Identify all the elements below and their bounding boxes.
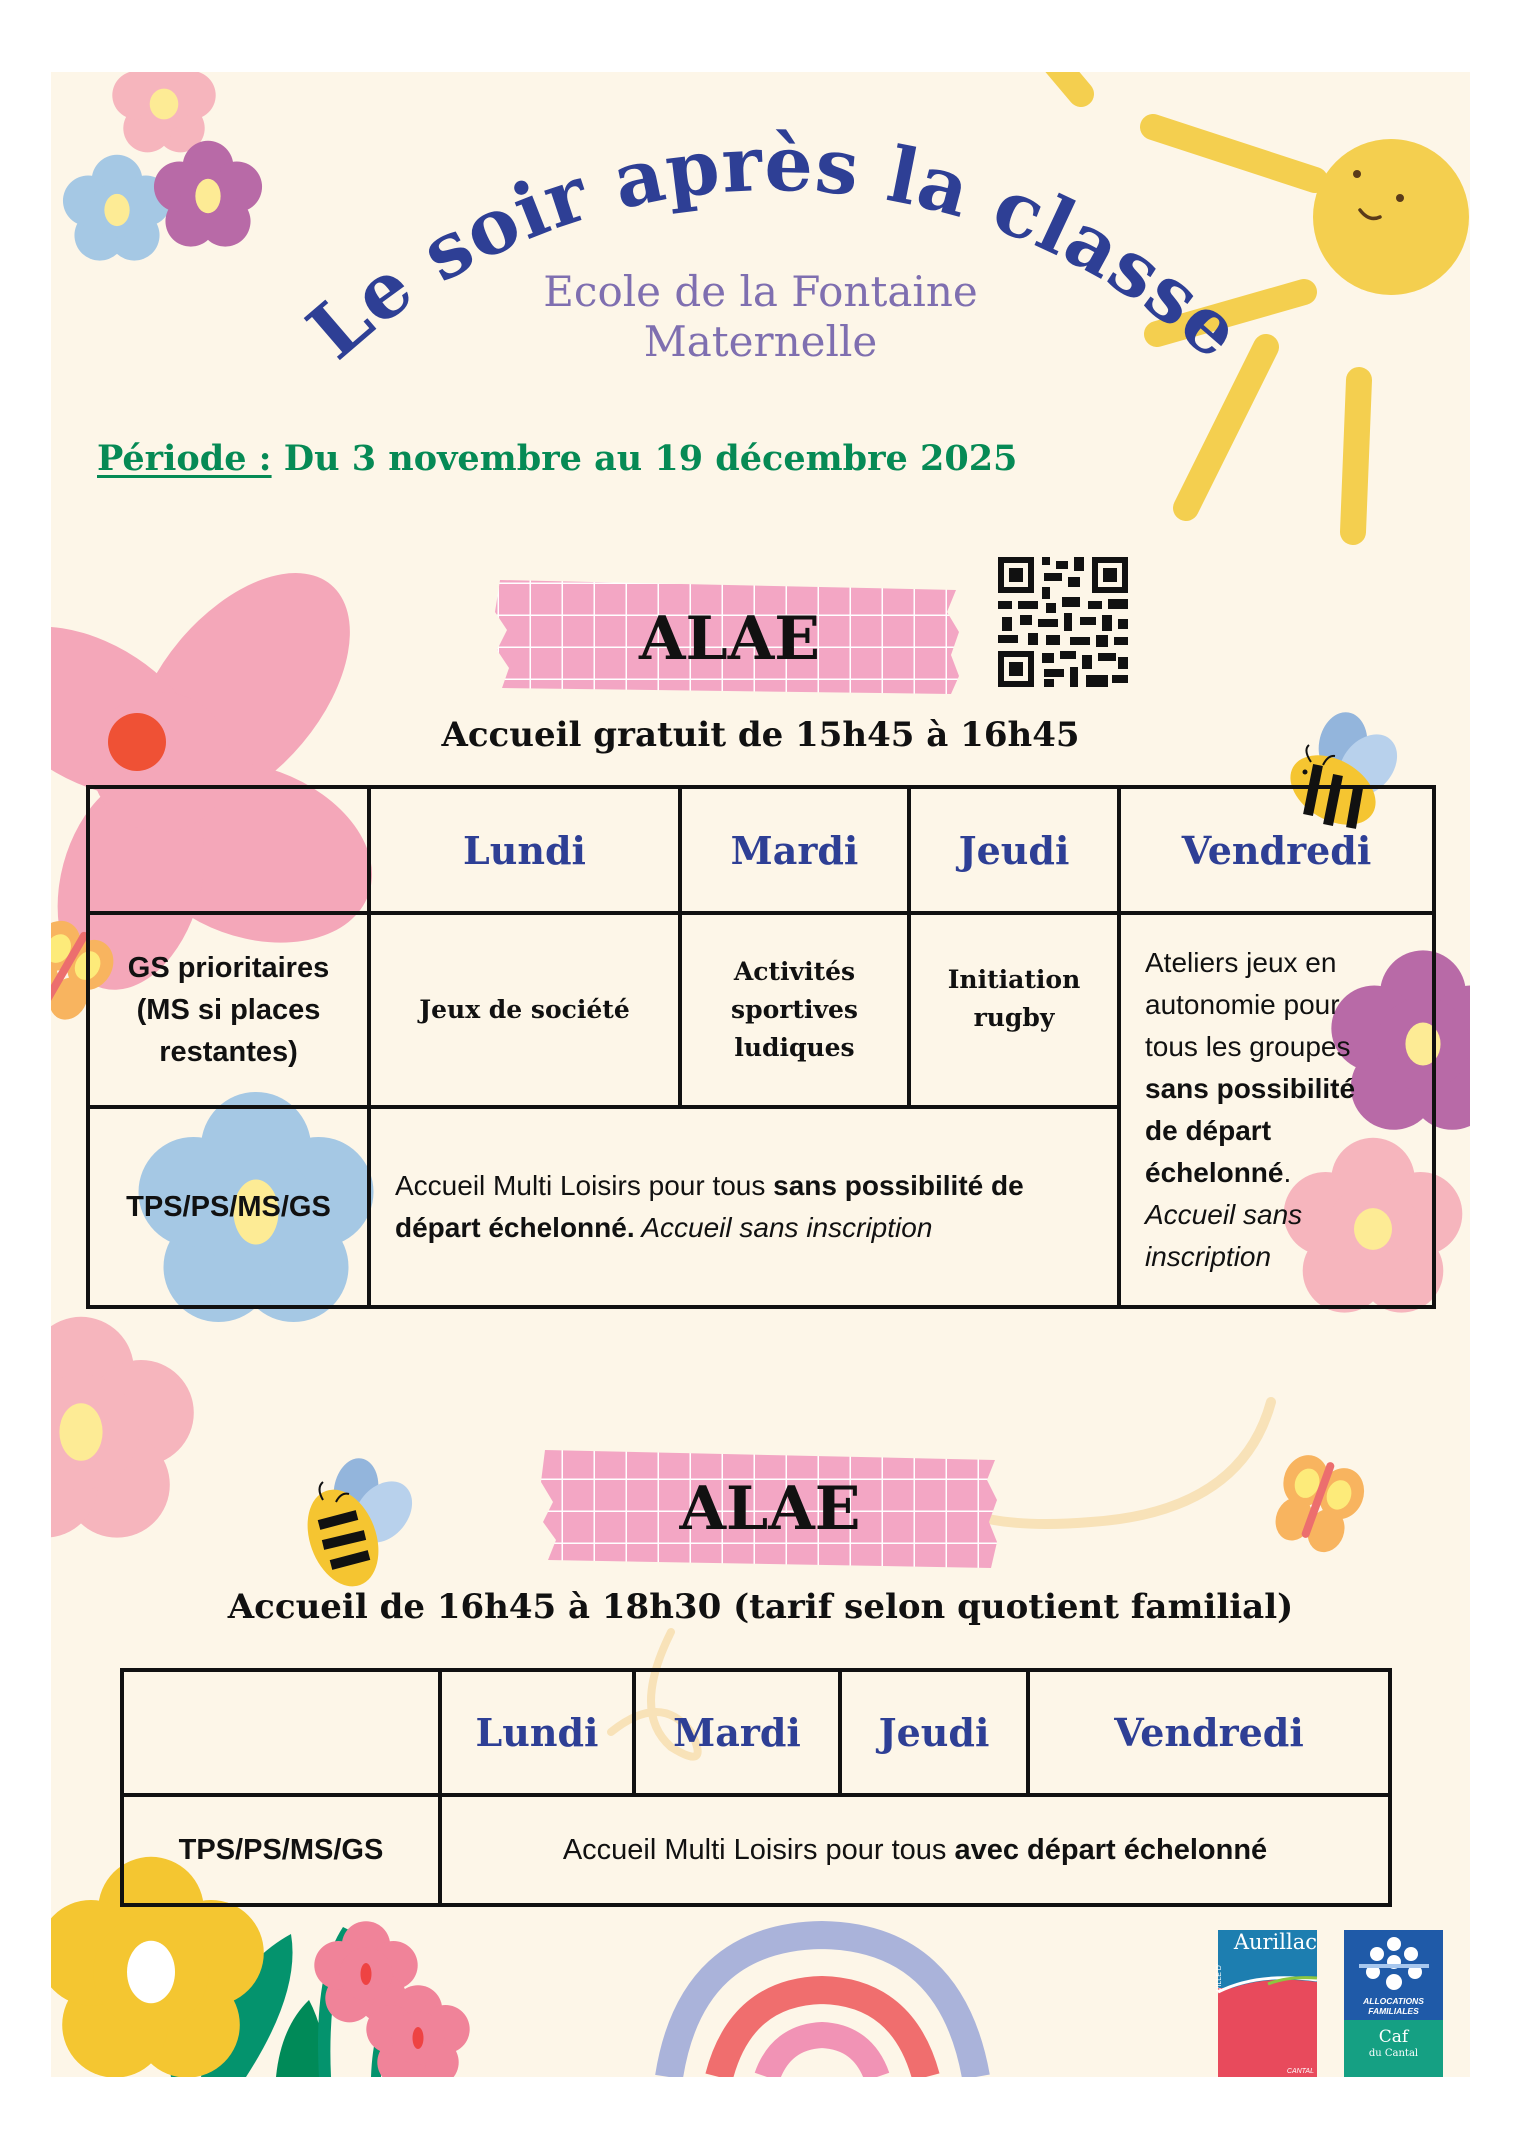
section2-tape-label: ALAE [679, 1474, 861, 1544]
schedule-table-1 [86, 785, 1436, 1309]
pink-flower-icon [51, 1317, 194, 1538]
activity-jeudi [909, 913, 1119, 1107]
table-row [88, 913, 1434, 1107]
vendredi-line: autonomie pour [1145, 989, 1340, 1020]
text-bold: avec départ échelonné [954, 1834, 1268, 1866]
blue-flower-icon [63, 155, 171, 261]
period-label: Période : [97, 438, 272, 479]
text-italic: Accueil sans inscription [634, 1212, 933, 1243]
day-header-mardi: Mardi [680, 787, 909, 913]
caf-logo [1344, 1930, 1443, 2077]
day-header-vendredi: Vendredi [1119, 787, 1434, 913]
pink-flower-icon [112, 72, 215, 152]
aurillac-logo [1218, 1930, 1317, 2077]
aurillac-wave-icon [1218, 1970, 1317, 2010]
caf-allocations: ALLOCATIONS [1363, 1996, 1424, 2006]
purple-flower-icon [154, 141, 262, 247]
table-header-row [88, 787, 1434, 913]
period-value: Du 3 novembre au 19 décembre 2025 [271, 438, 1018, 479]
day-header-mardi: Mardi [634, 1670, 840, 1795]
vendredi-line: Ateliers jeux en [1145, 947, 1337, 978]
school-name-line2: Maternelle [643, 317, 878, 366]
text-normal: Accueil Multi Loisirs pour tous [562, 1834, 955, 1866]
vendredi-line: tous les groupes [1145, 1031, 1351, 1062]
empty-header-cell [88, 787, 369, 913]
vendredi-line: échelonné [1145, 1157, 1284, 1188]
bee-icon [295, 1455, 424, 1597]
empty-header-cell [122, 1670, 440, 1795]
period-line [97, 438, 1017, 479]
vendredi-line: sans possibilité [1145, 1073, 1356, 1104]
aurillac-ville: VILLE D' [1216, 1963, 1224, 1992]
text-normal: Accueil Multi Loisirs pour tous [395, 1170, 774, 1201]
vendredi-line: inscription [1145, 1241, 1272, 1272]
group-line: (MS si places [136, 994, 321, 1026]
activity-line: sportives [731, 995, 858, 1024]
activity-line: ludiques [734, 1033, 855, 1062]
vendredi-line: Accueil sans [1145, 1199, 1303, 1230]
group-cell-all: TPS/PS/MS/GS [122, 1795, 440, 1905]
group-cell-gs [88, 913, 369, 1107]
activity-line: Initiation [947, 965, 1081, 994]
school-name [51, 267, 1470, 367]
activity-line: Activités [733, 957, 856, 986]
caf-sub: du Cantal [1368, 2048, 1419, 2059]
section1-tape-label: ALAE [638, 604, 821, 674]
section2-subtitle: Accueil de 16h45 à 18h30 (tarif selon quotient familial) [227, 1587, 1294, 1627]
day-header-lundi: Lundi [440, 1670, 634, 1795]
table-header-row [122, 1670, 1390, 1795]
day-header-jeudi: Jeudi [909, 787, 1119, 913]
vendredi-dot: . [1283, 1157, 1292, 1188]
section1-subtitle: Accueil gratuit de 15h45 à 16h45 [441, 715, 1080, 755]
aurillac-cantal: CANTAL [1286, 2068, 1314, 2075]
butterfly-icon [1264, 1449, 1371, 1560]
group-line: restantes) [159, 1036, 298, 1068]
text-bold: sans possibilité de départ échelonné. [395, 1170, 1024, 1243]
activity-vendredi [1119, 913, 1434, 1307]
title-text: Le soir après la classe [290, 118, 1260, 377]
poster [51, 72, 1470, 2077]
group-cell-all: TPS/PS/MS/GS [88, 1107, 369, 1307]
activity-mardi [680, 913, 909, 1107]
vendredi-line: de départ [1145, 1115, 1272, 1146]
caf-name: Caf [1378, 2027, 1409, 2047]
activity-multi-loisirs [440, 1795, 1390, 1905]
aurillac-name: Aurillac [1233, 1930, 1317, 1954]
day-header-vendredi: Vendredi [1028, 1670, 1390, 1795]
activity-line: rugby [973, 1003, 1055, 1032]
caf-people-icon [1359, 1936, 1429, 1992]
qr-code-icon [998, 557, 1128, 687]
school-name-line1: Ecole de la Fontaine [543, 267, 978, 316]
day-header-lundi: Lundi [369, 787, 680, 913]
day-header-jeudi: Jeudi [840, 1670, 1028, 1795]
table-row [122, 1795, 1390, 1905]
caf-familiales: FAMILIALES [1368, 2006, 1419, 2016]
rainbow-icon [669, 1935, 976, 2077]
activity-multi-loisirs [369, 1107, 1119, 1307]
schedule-table-2 [120, 1668, 1392, 1907]
activity-lundi: Jeux de société [369, 913, 680, 1107]
group-line: GS prioritaires [127, 952, 330, 984]
